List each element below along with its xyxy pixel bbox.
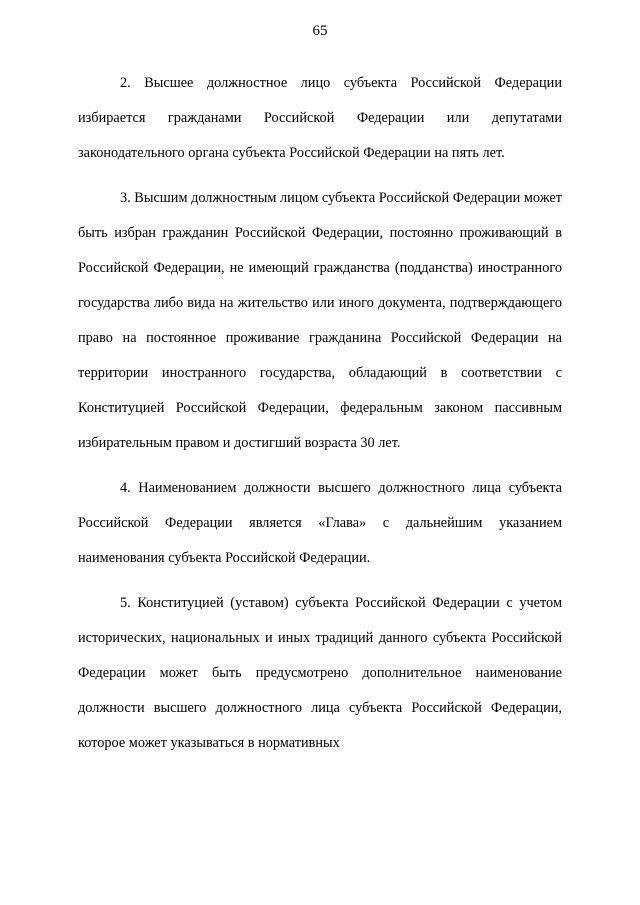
- page-number: 65: [312, 23, 328, 39]
- document-body: [78, 66, 562, 761]
- paragraph-4: 4. Наименованием должности высшего должностного лица субъекта Российской Федерации является «Глава» с дальнейшим указанием наименования субъекта Российской Федерации.: [78, 480, 562, 566]
- paragraph-2: 2. Высшее должностное лицо субъекта Российской Федерации избирается гражданами Российской Федерации или депутатами законодательного органа субъекта Российской Федерации на пять лет.: [78, 75, 562, 161]
- paragraph-5: 5. Конституцией (уставом) субъекта Российской Федерации с учетом исторических, национальных и иных традиций данного субъекта Российской Федерации может быть предусмотрено дополнительное наименование должности высшего должностного лица субъекта Российской Федерации, которое может указываться в нормативных: [78, 595, 562, 751]
- paragraph-3: 3. Высшим должностным лицом субъекта Российской Федерации может быть избран гражданин Российской Федерации, постоянно проживающий в Российской Федерации, не имеющий гражданства (подданства) иностранного государства либо вида на жительство или иного документа, подтверждающего право на постоянное проживание гражданина Российской Федерации на территории иностранного государства, обладающий в соответствии с Конституцией Российской Федерации, федеральным законом пассивным избирательным правом и достигший возраста 30 лет.: [78, 190, 562, 451]
